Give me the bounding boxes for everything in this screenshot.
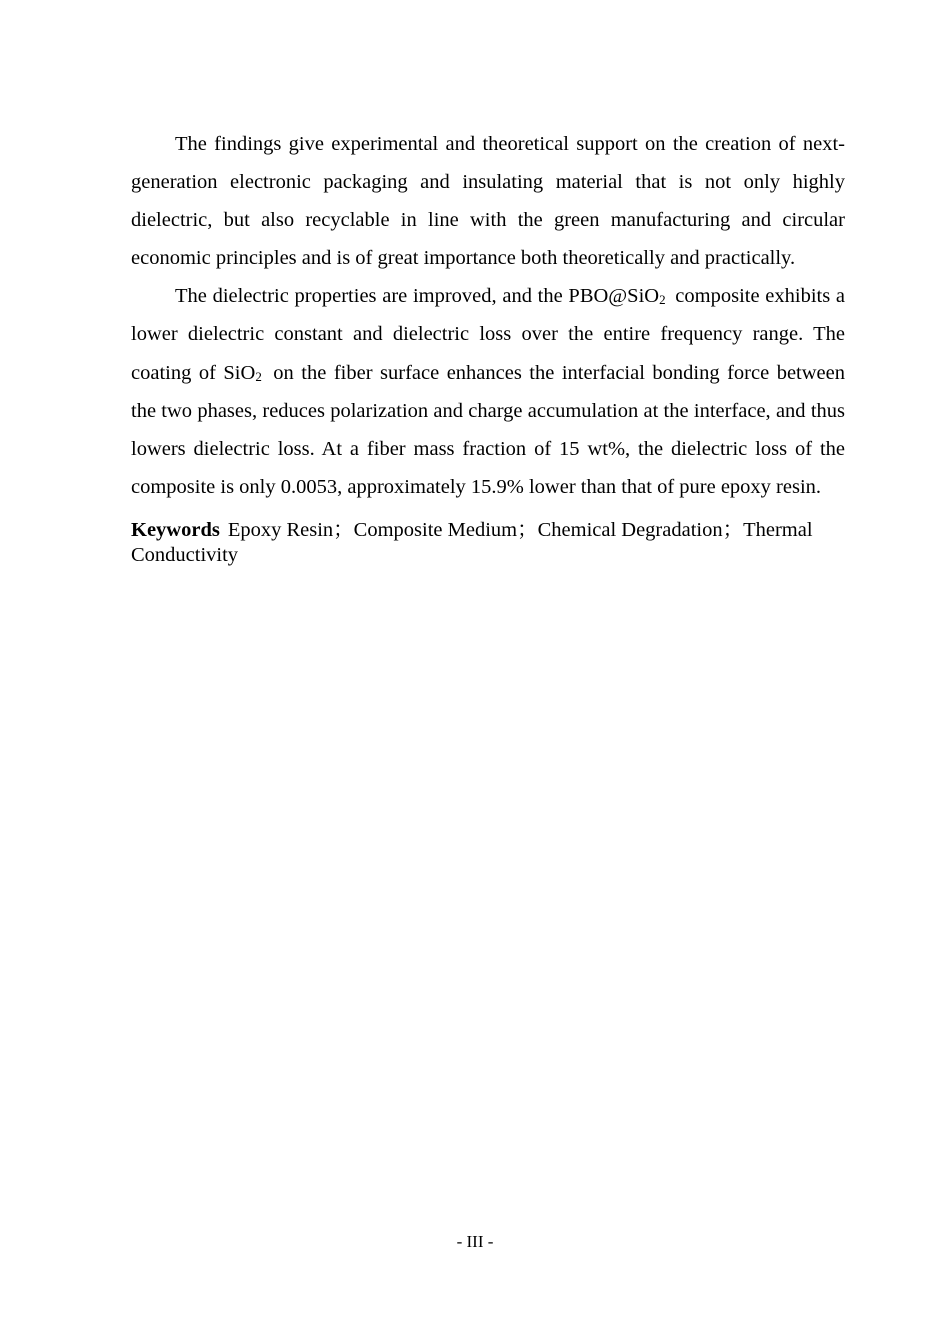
keywords-label: Keywords bbox=[131, 518, 220, 541]
abstract-body bbox=[131, 125, 845, 568]
keywords-text: Epoxy Resin；Composite Medium；Chemical Degradation；Thermal Conductivity bbox=[131, 518, 813, 566]
paragraph-findings: The findings give experimental and theoretical support on the creation of next-generation electronic packaging and insulating material that is not only highly dielectric, but also recyclable in line with the green manufacturing and circular economic principles and is of great importance both theoretically and practically. bbox=[131, 133, 845, 270]
keywords-line bbox=[131, 518, 845, 568]
paragraph-dielectric-properties bbox=[131, 277, 845, 506]
subscript: 2 bbox=[255, 368, 262, 384]
subscript: 2 bbox=[659, 292, 666, 308]
paragraph-text-part: composite exhibits a lower dielectric constant and dielectric loss over the entire frequency range. The coating of SiO bbox=[131, 285, 845, 384]
page-number: - III - bbox=[456, 1232, 494, 1251]
paragraph-text-part: The dielectric properties are improved, and the PBO@SiO bbox=[175, 285, 660, 308]
paragraph-text-part: on the fiber surface enhances the interfacial bonding force between the two phases, reduces polarization and charge accumulation at the interface, and thus lowers dielectric loss. At a fiber mass fraction of 15 wt%, the dielectric loss of the composite is only 0.0053, approximately 15.9% lower than that of pure epoxy resin. bbox=[131, 361, 845, 498]
